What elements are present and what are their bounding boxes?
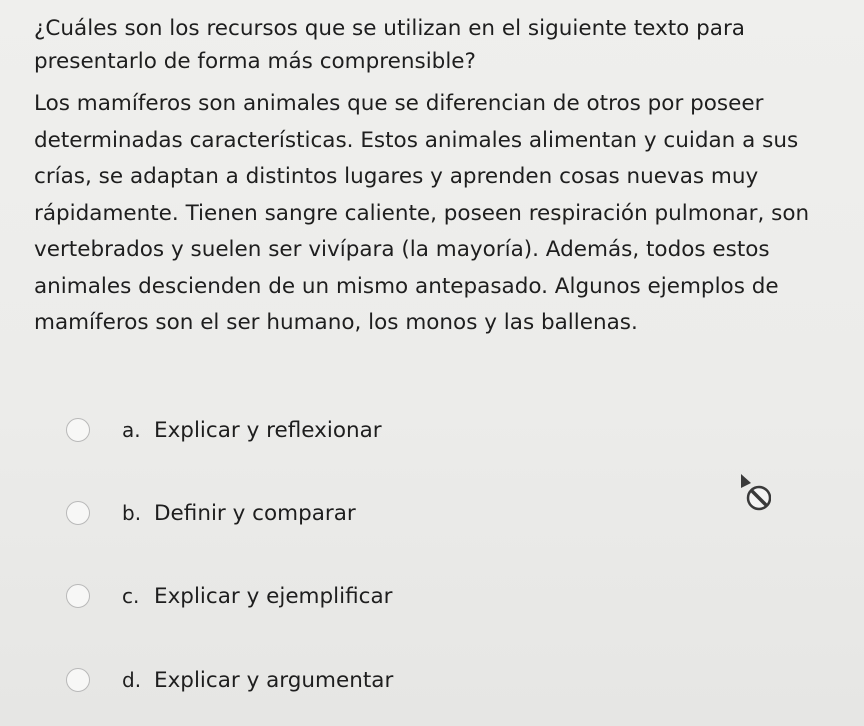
question-text: ¿Cuáles son los recursos que se utilizan en el siguiente texto para presentarlo de forma más comprensible? — [34, 16, 745, 74]
radio-button-a[interactable] — [66, 418, 90, 442]
radio-button-d[interactable] — [66, 668, 90, 692]
option-letter-c: c. — [122, 584, 140, 608]
option-letter-d: d. — [122, 668, 142, 692]
option-c[interactable] — [66, 580, 392, 612]
pen-cursor-icon — [737, 472, 771, 514]
option-label-a: Explicar y reflexionar — [154, 417, 382, 443]
option-a[interactable] — [66, 414, 382, 446]
option-label-c: Explicar y ejemplificar — [154, 583, 393, 609]
radio-button-c[interactable] — [66, 584, 90, 608]
option-letter-b: b. — [122, 501, 142, 525]
option-label-b: Definir y comparar — [154, 500, 356, 526]
option-d[interactable] — [66, 664, 393, 696]
passage-text: Los mamíferos son animales que se diferencian de otros por poseer determinadas características. Estos animales alimentan y cuidan a sus crías, se adaptan a distintos lugares y aprenden cosas nuevas muy rápidamente. Tienen sangre caliente, poseen respiración pulmonar, son vertebrados y suelen ser vivípara (la mayoría). Además, todos estos animales descienden de un mismo antepasado. Algunos ejemplos de mamíferos son el ser humano, los monos y las ballenas. — [34, 91, 810, 335]
radio-button-b[interactable] — [66, 501, 90, 525]
option-b[interactable] — [66, 497, 356, 529]
option-label-d: Explicar y argumentar — [154, 667, 394, 693]
option-letter-a: a. — [122, 418, 141, 442]
